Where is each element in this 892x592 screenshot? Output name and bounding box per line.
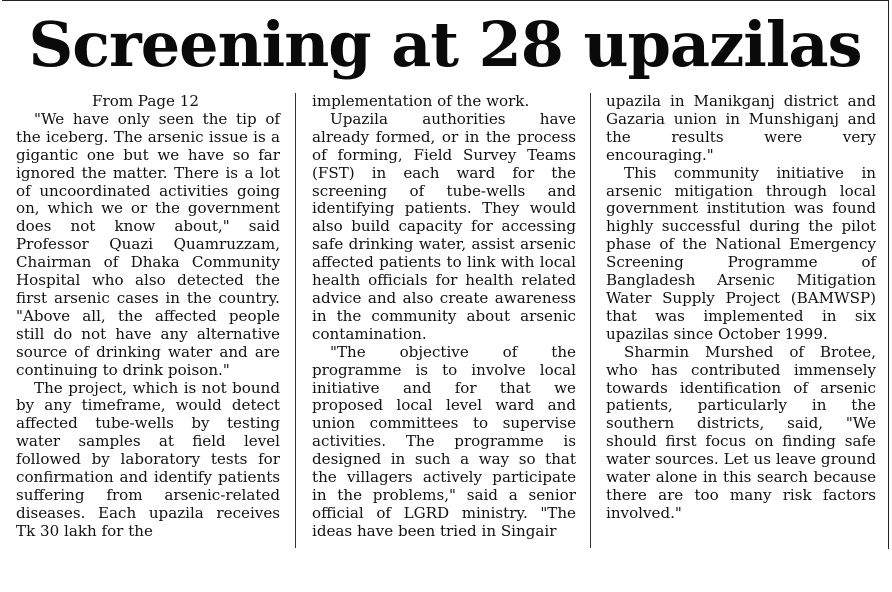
paragraph: Upazila authorities have already formed, or in the process of forming, Field Survey Teams (FST) in each ward for the screening of tube-wells and identifying patients. They would also build capacity for accessing safe drinking water, assist arsenic affected patients to link with local health officials for health related advice and also create awareness in the community about arsenic contamination. [312, 109, 576, 343]
paragraph-continued: upazila in Manikganj district and Gazaria union in Munshiganj and the results were very encouraging." [606, 92, 876, 164]
column-rule [295, 93, 296, 548]
paragraph: "We have only seen the tip of the iceberg. The arsenic issue is a gigantic one but we have so far ignored the matter. There is a lot of uncoordinated activities going on, which we or the government does not know about," said Professor Quazi Quamruzzam, Chairman of Dhaka Community Hospital who also detected the first arsenic cases in the country. "Above all, the affected people still do not have any alternative source of drinking water and are continuing to drink poison." [16, 109, 280, 379]
article-column-1 [16, 93, 280, 541]
article-column-2 [312, 93, 576, 541]
article-column-3 [606, 93, 876, 523]
paragraph: Sharmin Murshed of Brotee, who has contributed immensely towards identification of arsenic patients, particularly in the southern districts, said, "We should first focus on finding safe water sources. Let us leave ground water alone in this search because there are too many risk factors involved." [606, 342, 876, 522]
paragraph: This community initiative in arsenic mitigation through local government institution was found highly successful during the pilot phase of the National Emergency Screening Programme of Bangladesh Arsenic Mitigation Water Supply Project (BAMWSP) that was implemented in six upazilas since October 1999. [606, 163, 876, 343]
paragraph: "The objective of the programme is to involve local initiative and for that we proposed local level ward and union committees to supervise activities. The programme is designed in such a way so that the villagers actively participate in the problems," said a senior official of LGRD ministry. "The ideas have been tried in Singair [312, 342, 576, 540]
headline: Screening at 28 upazilas [28, 8, 862, 81]
paragraph: The project, which is not bound by any timeframe, would detect affected tube-wells by testing water samples at field level followed by laboratory tests for confirmation and identify patients suffering from arsenic-related diseases. Each upazila receives Tk 30 lakh for the [16, 378, 280, 540]
paragraph-continued: implementation of the work. [312, 92, 530, 110]
column-rule [590, 93, 591, 548]
continuation-note: From Page 12 [92, 92, 199, 110]
